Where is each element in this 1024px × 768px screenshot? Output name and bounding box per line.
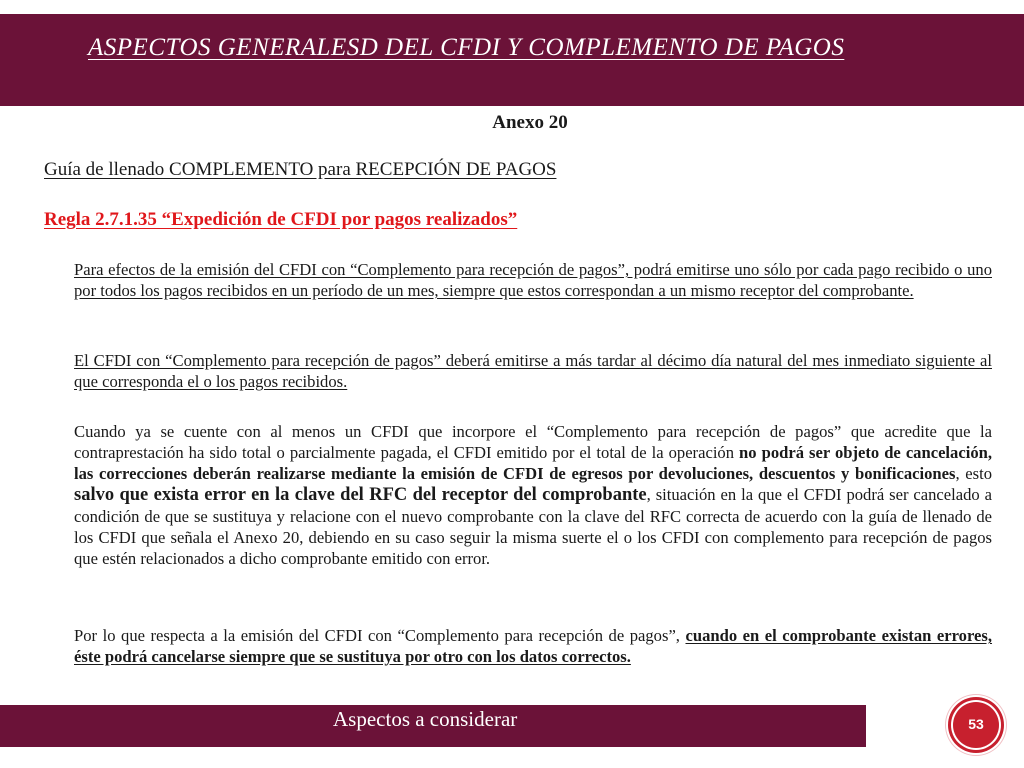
rule-title: Regla 2.7.1.35 “Expedición de CFDI por pagos realizados” <box>44 209 518 230</box>
paragraph-cancellation-bold-1: no podrá ser objeto de cancelación, las correcciones deberán realizarse mediante la emisión de CFDI de egresos por devoluciones, descuentos y bonificaciones <box>74 443 992 483</box>
footer-label: Aspectos a considerar <box>333 707 518 731</box>
page-number: 53 <box>968 716 984 732</box>
paragraph-issuance: Para efectos de la emisión del CFDI con “Complemento para recepción de pagos”, podrá emitirse uno sólo por cada pago recibido o uno por todos los pagos recibidos en un período de un mes, siempre que estos correspondan a un mismo receptor del comprobante. <box>74 260 992 300</box>
guide-title: Guía de llenado COMPLEMENTO para RECEPCIÓN DE PAGOS <box>44 159 557 180</box>
paragraph-errors <box>74 625 992 667</box>
paragraph-cancellation-text-2: , esto <box>955 464 992 483</box>
paragraph-cancellation <box>74 421 992 569</box>
paragraph-errors-text: Por lo que respecta a la emisión del CFDI con “Complemento para recepción de pagos”, <box>74 626 686 645</box>
paragraph-errors-bold: cuando en el comprobante existan errores, éste podrá cancelarse siempre que se sustituya por otro con los datos correctos. <box>74 626 993 666</box>
slide-title: ASPECTOS GENERALESD DEL CFDI Y COMPLEMENTO DE PAGOS <box>88 34 845 61</box>
paragraph-cancellation-text-1: Cuando ya se cuente con al menos un CFDI que incorpore el “Complemento para recepción de pagos” que acredite que la contraprestación ha sido total o parcialmente pagada, el CFDI emitido por el total de la operación <box>74 422 992 462</box>
paragraph-cancellation-text-3: , situación en la que el CFDI podrá ser cancelado a condición de que se sustituya y relacione con el nuevo comprobante con la clave del RFC correcta de acuerdo con la guía de llenado de los CFDI que señala el Anexo 20, debiendo en su caso seguir la misma suerte el o los CFDI con complemento para recepción de pagos que estén relacionados a dicho comprobante emitido con error. <box>74 485 993 568</box>
paragraph-cancellation-bold-2: salvo que exista error en la clave del RFC del receptor del comprobante <box>74 485 647 505</box>
paragraph-deadline: El CFDI con “Complemento para recepción de pagos” deberá emitirse a más tardar al décimo día natural del mes inmediato siguiente al que corresponda el o los pagos recibidos. <box>74 351 992 391</box>
annex-title: Anexo 20 <box>492 112 568 133</box>
